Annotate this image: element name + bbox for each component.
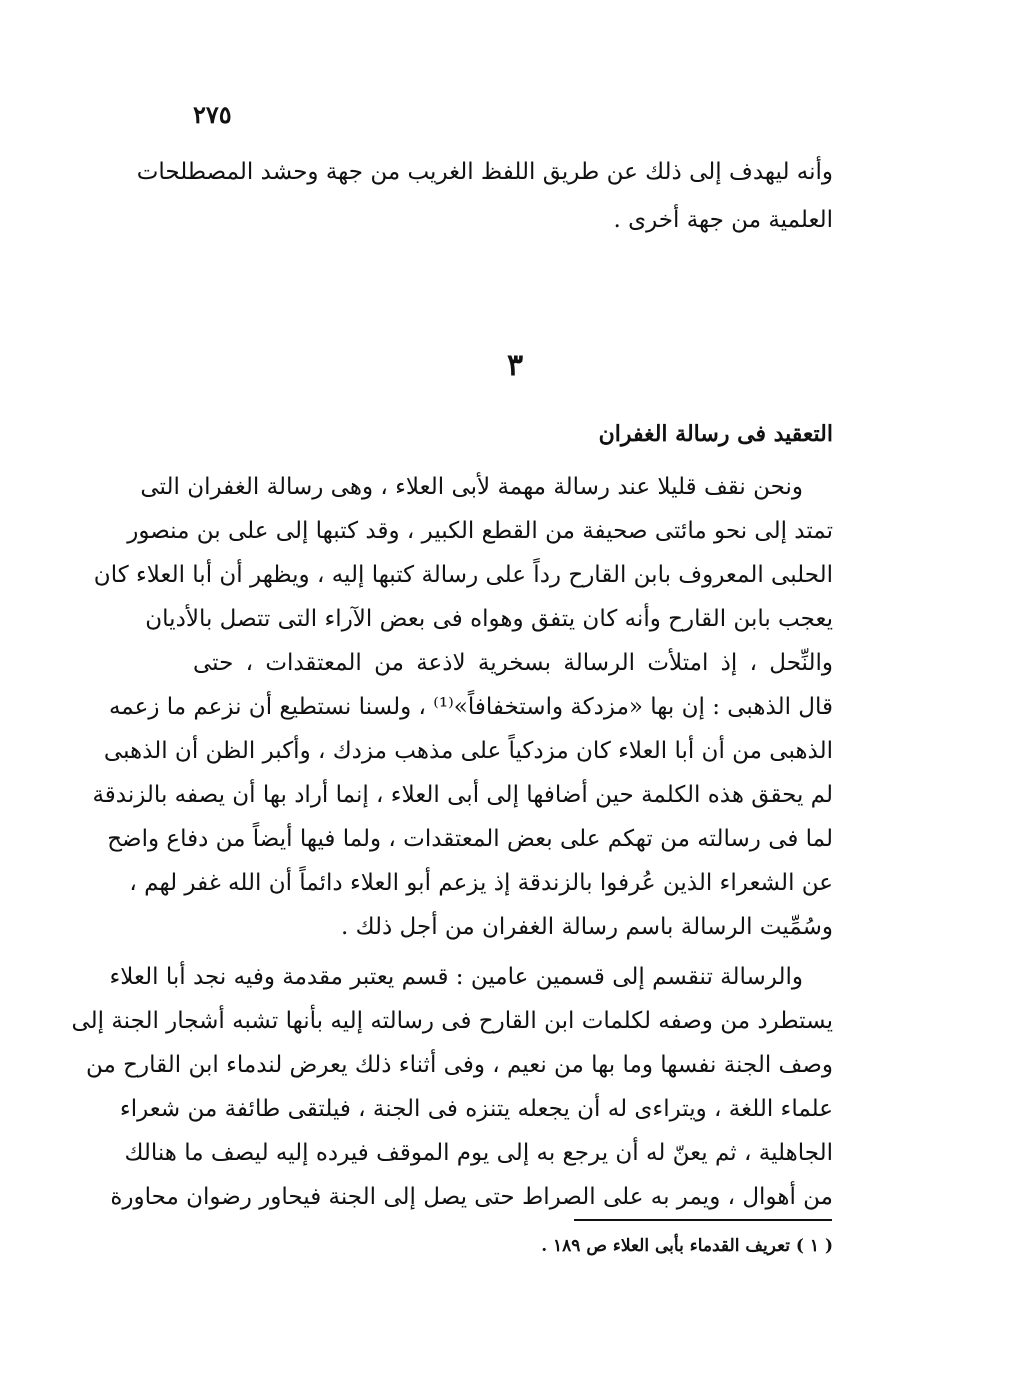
text-line: يستطرد من وصفه لكلمات ابن القارح فى رسالته إليه بأنها تشبه أشجار الجنة إلى <box>71 1008 833 1034</box>
text-line: لم يحقق هذه الكلمة حين أضافها إلى أبى العلاء ، إنما أراد بها أن يصفه بالزندقة <box>92 782 833 808</box>
text-line: والنِّحل ، إذ امتلأت الرسالة بسخرية لاذعة من المعتقدات ، حتى <box>193 650 833 676</box>
text-line: تمتد إلى نحو مائتى صحيفة من القطع الكبير ، وقد كتبها إلى على بن منصور <box>127 518 833 544</box>
section-heading: التعقيد فى رسالة الغفران <box>598 421 833 447</box>
text-line: وصف الجنة نفسها وما بها من نعيم ، وفى أثناء ذلك يعرض لندماء ابن القارح من <box>86 1052 833 1078</box>
text-line: وسُمِّيت الرسالة باسم رسالة الغفران من أجل ذلك . <box>340 914 833 940</box>
text-line: الجاهلية ، ثم يعنّ له أن يرجع به إلى يوم الموقف فيرده إليه ليصف ما هنالك <box>124 1140 833 1166</box>
intro-paragraph <box>136 148 833 244</box>
footnote: ( ١ ) تعريف القدماء بأبى العلاء ص ١٨٩ . <box>541 1236 833 1256</box>
text-line: لما فى رسالته من تهكم على بعض المعتقدات ، ولما فيها أيضاً من دفاع واضح <box>107 826 833 852</box>
text-line: العلمية من جهة أخرى . <box>613 207 833 233</box>
section-number: ٣ <box>506 348 524 383</box>
page-number: ٢٧٥ <box>193 100 232 129</box>
paragraph <box>71 955 833 1219</box>
text-line: الذهبى من أن أبا العلاء كان مزدكياً على مذهب مزدك ، وأكبر الظن أن الذهبى <box>103 738 833 764</box>
paragraph <box>92 465 833 949</box>
text-line: عن الشعراء الذين عُرفوا بالزندقة إذ يزعم أبو العلاء دائماً أن الله غفر لهم ، <box>129 870 833 896</box>
text-line: علماء اللغة ، ويتراءى له أن يجعله يتنزه فى الجنة ، فيلتقى طائفة من شعراء <box>119 1096 833 1122</box>
text-line: وأنه ليهدف إلى ذلك عن طريق اللفظ الغريب من جهة وحشد المصطلحات <box>136 159 833 185</box>
text-line: يعجب بابن القارح وأنه كان يتفق وهواه فى بعض الآراء التى تتصل بالأديان <box>145 606 833 632</box>
text-line: الحلبى المعروف بابن القارح رداً على رسالة كتبها إليه ، ويظهر أن أبا العلاء كان <box>93 562 833 588</box>
text-line: قال الذهبى : إن بها «مزدكة واستخفافاً»⁽¹⁾ ، ولسنا نستطيع أن نزعم ما زعمه <box>108 694 833 720</box>
text-line: والرسالة تنقسم إلى قسمين عامين : قسم يعتبر مقدمة وفيه نجد أبا العلاء <box>109 964 803 990</box>
footnote-divider <box>574 1219 832 1221</box>
text-line: ونحن نقف قليلا عند رسالة مهمة لأبى العلاء ، وهى رسالة الغفران التى <box>140 474 803 500</box>
body-text <box>71 465 833 1219</box>
text-line: من أهوال ، ويمر به على الصراط حتى يصل إلى الجنة فيحاور رضوان محاورة <box>110 1184 833 1210</box>
